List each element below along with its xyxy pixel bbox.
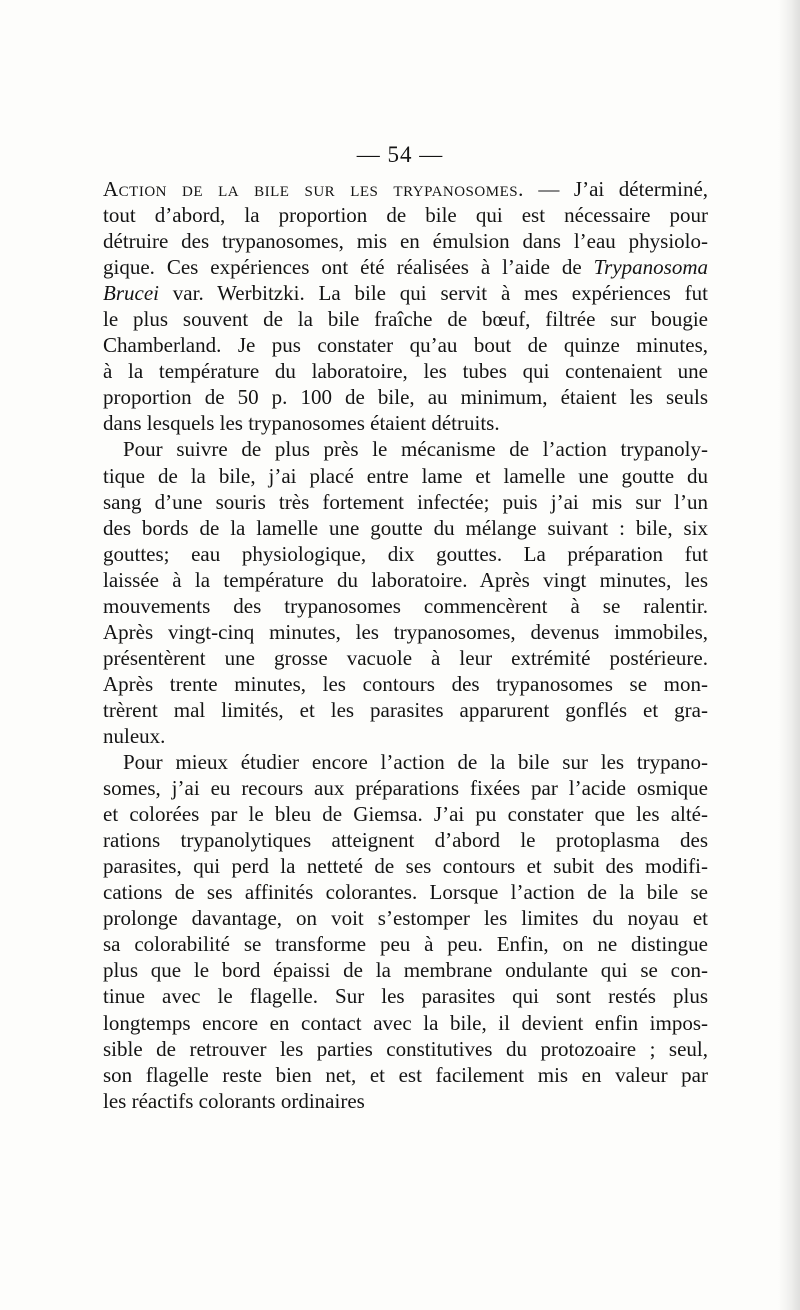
paragraph-2-line-1: Pour suivre de plus près le mécanisme de l’action trypanoly- [123, 437, 708, 462]
paragraph-1-line-9: proportion de 50 p. 100 de bile, au minimum, étaient les seuls [103, 385, 708, 410]
paragraph-3-line-13: son flagelle reste bien net, et est facilement mis en valeur par [103, 1062, 708, 1087]
paragraph-1-line-5: Brucei var. Werbitzki. La bile qui servit à mes expériences fut [103, 281, 708, 306]
paragraph-3-line-9: plus que le bord épaissi de la membrane ondulante qui se con- [103, 958, 708, 983]
paragraph-3-line-14: les réactifs colorants ordinaires [103, 1088, 365, 1113]
paragraph-1-line-10: dans lesquels les trypanosomes étaient détruits. [103, 411, 500, 436]
section-heading: Action de la bile sur les trypanosomes. [103, 177, 524, 201]
paragraph-2-line-10: Après trente minutes, les contours des trypanosomes se mon- [103, 671, 708, 696]
page-edge-shadow [778, 0, 800, 1310]
paragraph-2-line-11: trèrent mal limités, et les parasites apparurent gonflés et gra- [103, 697, 708, 722]
paragraph-3-line-3: et colorées par le bleu de Giemsa. J’ai pu constater que les alté- [103, 802, 708, 827]
paragraph-3-line-11: longtemps encore en contact avec la bile, il devient enfin impos- [103, 1010, 708, 1035]
paragraph-1-line-2: tout d’abord, la proportion de bile qui est nécessaire pour [103, 203, 708, 228]
paragraph-3-line-6: cations de ses affinités colorantes. Lorsque l’action de la bile se [103, 880, 708, 905]
paragraph-1-line-4: gique. Ces expériences ont été réalisées à l’aide de Trypanosoma [103, 255, 708, 280]
paragraph-1-line-7: Chamberland. Je pus constater qu’au bout de quinze minutes, [103, 333, 708, 358]
paragraph-3-line-12: sible de retrouver les parties constitutives du protozoaire ; seul, [103, 1036, 708, 1061]
species-name: Trypanosoma [593, 255, 708, 280]
paragraph-2-line-5: gouttes; eau physiologique, dix gouttes. La préparation fut [103, 541, 708, 566]
paragraph-3-line-8: sa colorabilité se transforme peu à peu. Enfin, on ne distingue [103, 932, 708, 957]
paragraph-2-line-2: tique de la bile, j’ai placé entre lame et lamelle une goutte du [103, 463, 708, 488]
paragraph-3-line-4: rations trypanolytiques atteignent d’abord le protoplasma des [103, 828, 708, 853]
paragraph-3-line-1: Pour mieux étudier encore l’action de la bile sur les trypano- [123, 750, 708, 775]
paragraph-2-line-12: nuleux. [103, 723, 166, 748]
paragraph-1-line-3: détruire des trypanosomes, mis en émulsion dans l’eau physiolo- [103, 229, 708, 254]
paragraph-1-line-8: à la température du laboratoire, les tubes qui contenaient une [103, 359, 708, 384]
paragraph-3-line-2: somes, j’ai eu recours aux préparations fixées par l’acide osmique [103, 776, 708, 801]
species-epithet: Brucei [103, 281, 159, 306]
paragraph-1-line-6: le plus souvent de la bile fraîche de bœuf, filtrée sur bougie [103, 307, 708, 332]
paragraph-3-line-7: prolonge davantage, on voit s’estomper les limites du noyau et [103, 906, 708, 931]
paragraph-2-line-8: Après vingt-cinq minutes, les trypanosomes, devenus immobiles, [103, 619, 708, 644]
paragraph-2-line-7: mouvements des trypanosomes commencèrent à se ralentir. [103, 593, 708, 618]
body-text [103, 176, 708, 1114]
paragraph-2-line-9: présentèrent une grosse vacuole à leur extrémité postérieure. [103, 645, 708, 670]
paragraph-1-line-1: Action de la bile sur les trypanosomes. — J’ai déterminé, [103, 177, 709, 201]
page-number: — 54 — [356, 142, 444, 167]
paragraph-3-line-10: tinue avec le flagelle. Sur les parasites qui sont restés plus [103, 984, 708, 1009]
paragraph-2-line-4: des bords de la lamelle une goutte du mélange suivant : bile, six [103, 515, 708, 540]
paragraph-2-line-3: sang d’une souris très fortement infectée; puis j’ai mis sur l’un [103, 489, 708, 514]
paragraph-2-line-6: laissée à la température du laboratoire. Après vingt minutes, les [103, 567, 708, 592]
paragraph-3-line-5: parasites, qui perd la netteté de ses contours et subit des modifi- [103, 854, 708, 879]
